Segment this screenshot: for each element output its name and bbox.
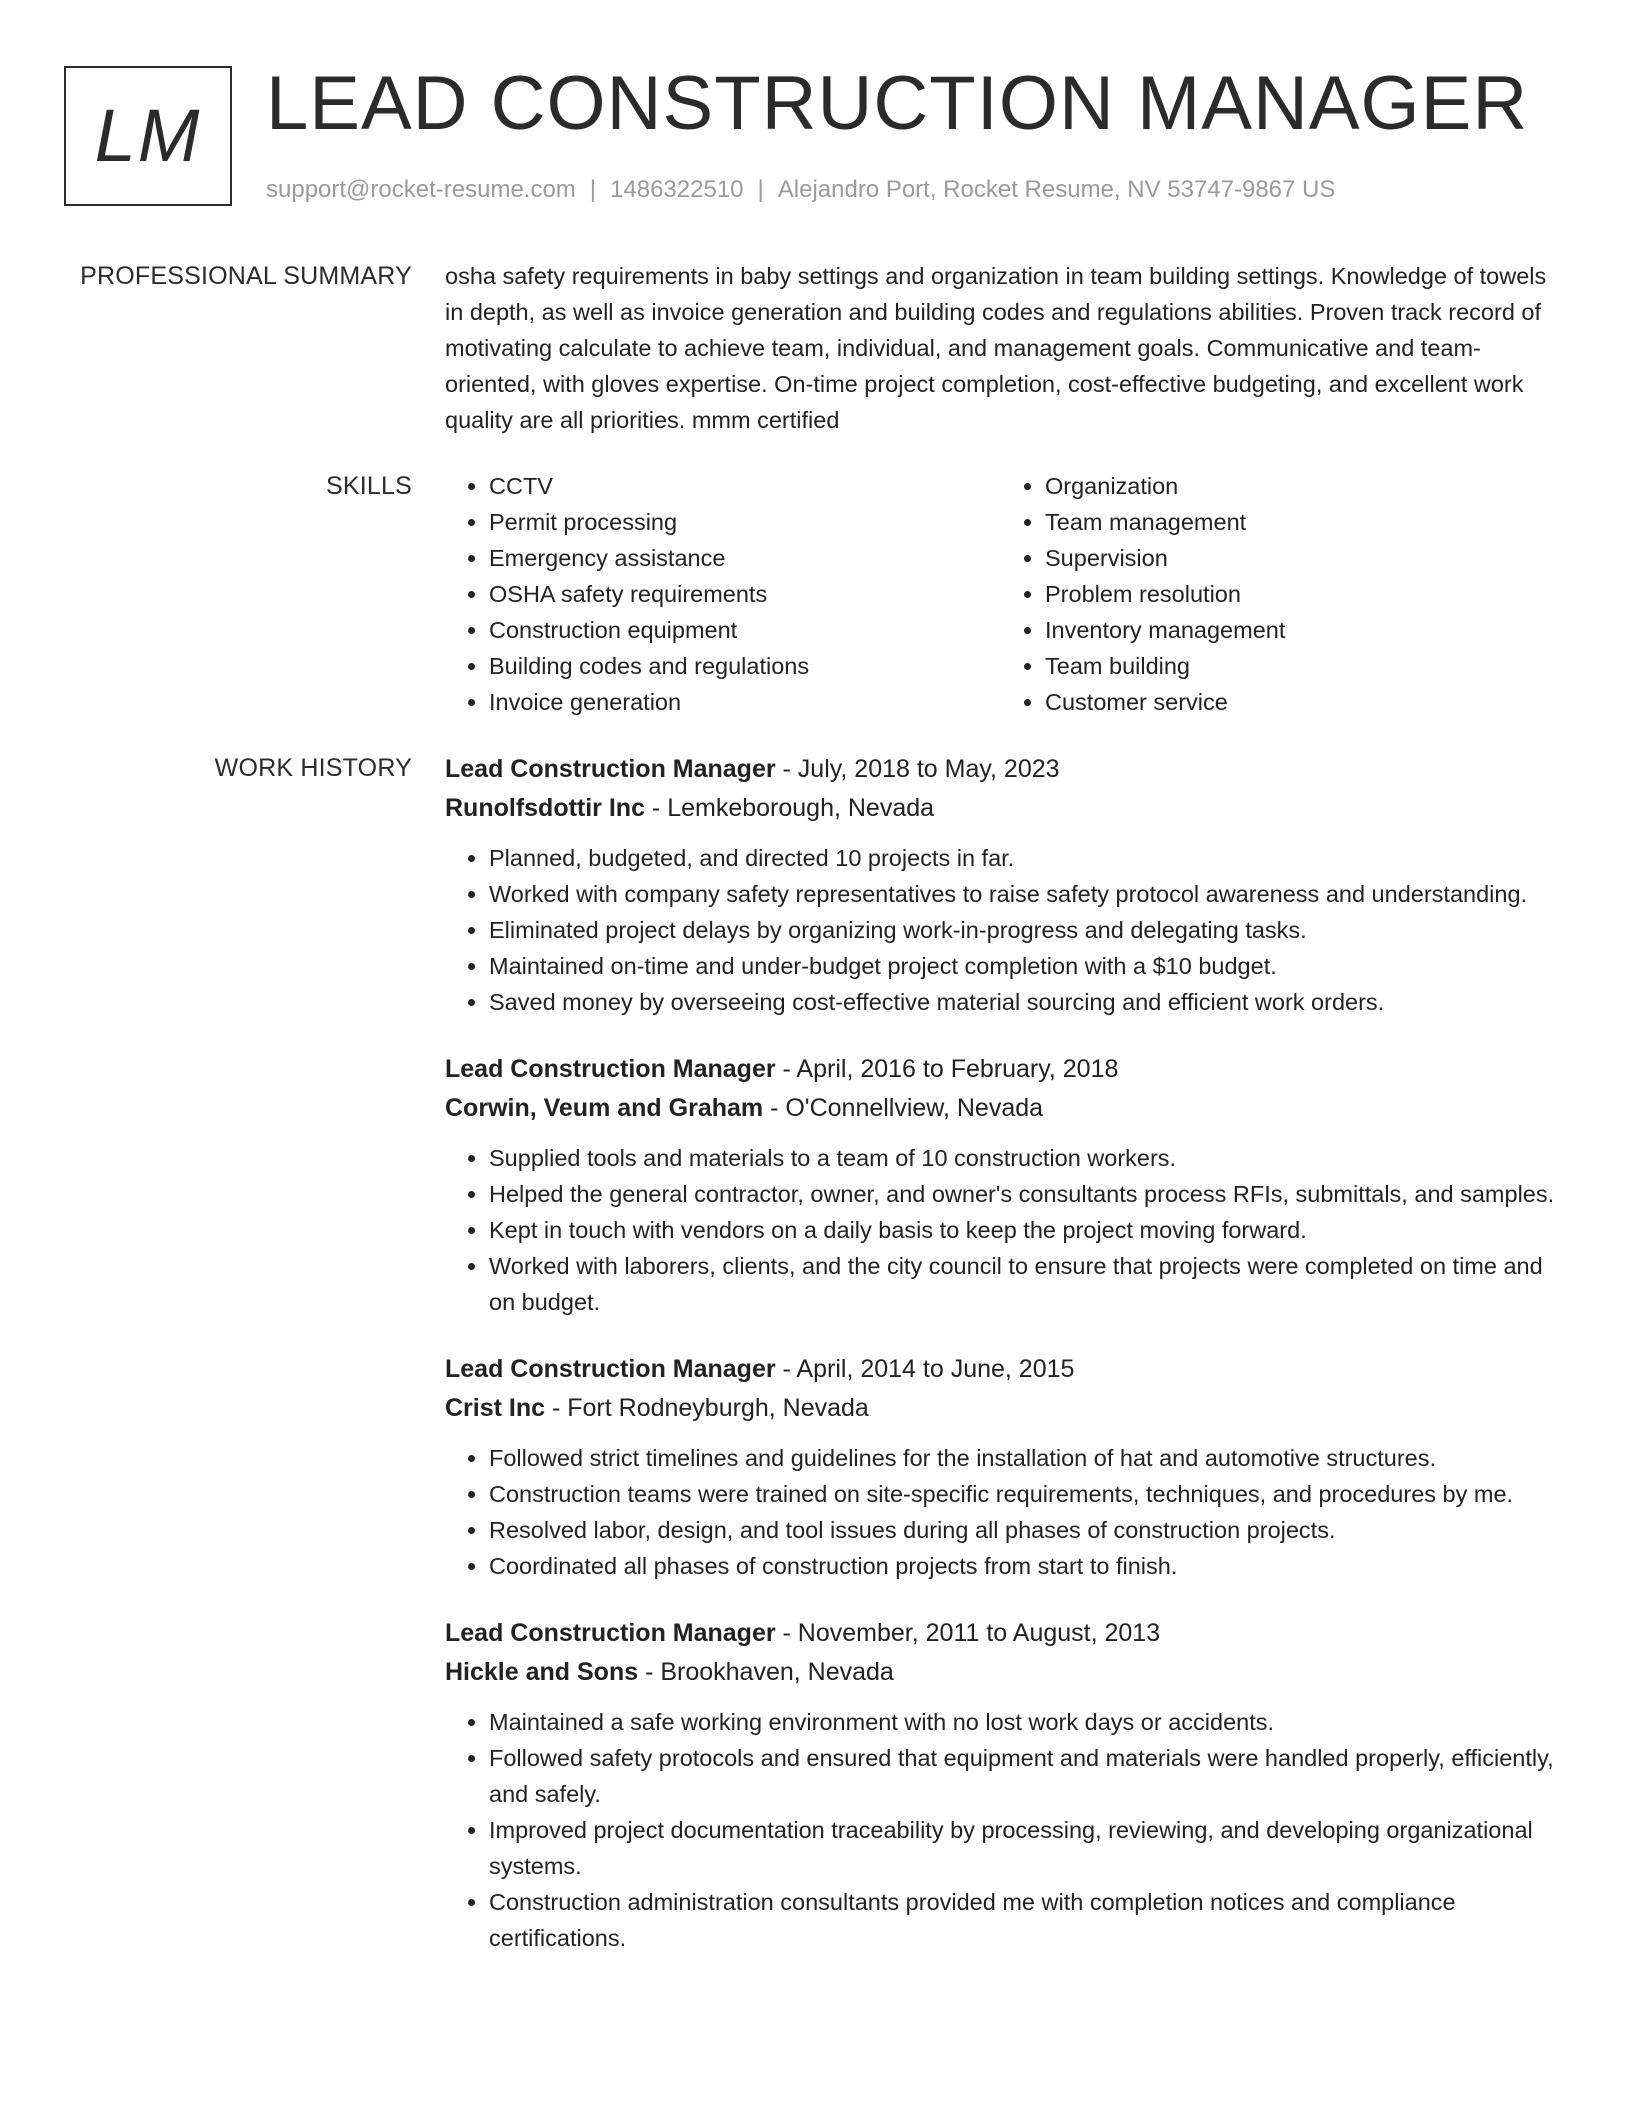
job-bullet: • Helped the general contractor, owner, and owner's consultants process RFIs, submittals, and samples. bbox=[489, 1176, 1557, 1212]
job-bullet: • Worked with company safety representatives to raise safety protocol awareness and understanding. bbox=[489, 876, 1557, 912]
job-bullet: • Planned, budgeted, and directed 10 projects in far. bbox=[489, 840, 1557, 876]
job-dates: - November, 2011 to August, 2013 bbox=[775, 1619, 1161, 1647]
skills-body bbox=[445, 468, 1557, 720]
job-company: Hickle and Sons bbox=[445, 1658, 639, 1686]
skills-list-left bbox=[445, 468, 1001, 720]
job-bullet: • Maintained on-time and under-budget project completion with a $10 budget. bbox=[489, 948, 1557, 984]
job-bullet: • Eliminated project delays by organizing work-in-progress and delegating tasks. bbox=[489, 912, 1557, 948]
contact-email: support@rocket-resume.com bbox=[266, 176, 576, 203]
job-bullet: • Resolved labor, design, and tool issues during all phases of construction projects. bbox=[489, 1512, 1557, 1548]
skill-item: • Supervision bbox=[1045, 540, 1557, 576]
job-company: Crist Inc bbox=[445, 1394, 546, 1422]
job-company: Corwin, Veum and Graham bbox=[445, 1094, 764, 1122]
job-bullets bbox=[445, 1440, 1557, 1584]
summary-text: osha safety requirements in baby settings and organization in team building settings. Knowledge of towels in depth, as well as invoice generation and building codes and regulations abilities. Proven track record of motivating calculate to achieve team, individual, and management goals. Communicative and team-oriented, with gloves expertise. On-time project completion, cost-effective budgeting, and excellent work quality are all priorities. mmm certified bbox=[445, 263, 1547, 433]
job-bullet: • Maintained a safe working environment with no lost work days or accidents. bbox=[489, 1704, 1557, 1740]
job-bullet: • Followed safety protocols and ensured that equipment and materials were handled properly, efficiently, and safely. bbox=[489, 1740, 1557, 1812]
skill-item: • Invoice generation bbox=[489, 684, 1001, 720]
job-bullet: • Improved project documentation traceability by processing, reviewing, and developing organizational systems. bbox=[489, 1812, 1557, 1884]
skill-item: • Problem resolution bbox=[1045, 576, 1557, 612]
monogram-initials: LM bbox=[94, 94, 202, 177]
skills-label: SKILLS bbox=[326, 472, 412, 500]
job-title-line bbox=[445, 750, 1557, 789]
job-location: - Fort Rodneyburgh, Nevada bbox=[545, 1394, 869, 1422]
job-title: Lead Construction Manager bbox=[445, 755, 776, 783]
job-entry bbox=[445, 1050, 1557, 1320]
job-entry bbox=[445, 1614, 1557, 1956]
job-bullets bbox=[445, 840, 1557, 1020]
work-history-label: WORK HISTORY bbox=[214, 754, 412, 782]
job-entry bbox=[445, 750, 1557, 1020]
contact-separator: | bbox=[757, 176, 764, 203]
work-history-body bbox=[445, 750, 1557, 1986]
summary-label: PROFESSIONAL SUMMARY bbox=[80, 262, 412, 290]
job-bullet: • Supplied tools and materials to a team of 10 construction workers. bbox=[489, 1140, 1557, 1176]
job-title: Lead Construction Manager bbox=[445, 1619, 776, 1647]
skill-item: • Building codes and regulations bbox=[489, 648, 1001, 684]
skills-list-right bbox=[1001, 468, 1557, 720]
job-bullets bbox=[445, 1140, 1557, 1320]
contact-address: Alejandro Port, Rocket Resume, NV 53747-9867 US bbox=[777, 176, 1336, 203]
skill-item: • Inventory management bbox=[1045, 612, 1557, 648]
job-company-line bbox=[445, 789, 1557, 828]
contact-separator: | bbox=[589, 176, 597, 203]
job-title: Lead Construction Manager bbox=[445, 1355, 776, 1383]
skill-item: • Construction equipment bbox=[489, 612, 1001, 648]
skill-item: • Customer service bbox=[1045, 684, 1557, 720]
job-title-line bbox=[445, 1614, 1557, 1653]
job-location: - Lemkeborough, Nevada bbox=[644, 794, 935, 822]
monogram-box bbox=[64, 66, 232, 206]
job-location: - Brookhaven, Nevada bbox=[638, 1658, 894, 1686]
job-dates: - July, 2018 to May, 2023 bbox=[775, 755, 1060, 783]
job-company-line bbox=[445, 1653, 1557, 1692]
skill-item: • Permit processing bbox=[489, 504, 1001, 540]
job-location: - O'Connellview, Nevada bbox=[763, 1094, 1044, 1122]
summary-body bbox=[445, 258, 1557, 438]
skill-item: • Emergency assistance bbox=[489, 540, 1001, 576]
skill-item: • Team building bbox=[1045, 648, 1557, 684]
job-title-line bbox=[445, 1050, 1557, 1089]
job-company-line bbox=[445, 1389, 1557, 1428]
job-bullets bbox=[445, 1704, 1557, 1956]
job-bullet: • Saved money by overseeing cost-effective material sourcing and efficient work orders. bbox=[489, 984, 1557, 1020]
skill-item: • Organization bbox=[1045, 468, 1557, 504]
job-title-line bbox=[445, 1350, 1557, 1389]
skill-item: • CCTV bbox=[489, 468, 1001, 504]
job-dates: - April, 2014 to June, 2015 bbox=[775, 1355, 1075, 1383]
contact-phone: 1486322510 bbox=[610, 176, 744, 203]
job-dates: - April, 2016 to February, 2018 bbox=[775, 1055, 1119, 1083]
job-bullet: • Construction administration consultants provided me with completion notices and compliance certifications. bbox=[489, 1884, 1557, 1956]
job-bullet: • Followed strict timelines and guidelines for the installation of hat and automotive structures. bbox=[489, 1440, 1557, 1476]
skill-item: • OSHA safety requirements bbox=[489, 576, 1001, 612]
job-bullet: • Construction teams were trained on site-specific requirements, techniques, and procedures by me. bbox=[489, 1476, 1557, 1512]
resume-name: LEAD CONSTRUCTION MANAGER bbox=[266, 61, 1529, 146]
job-bullet: • Worked with laborers, clients, and the city council to ensure that projects were completed on time and on budget. bbox=[489, 1248, 1557, 1320]
job-title: Lead Construction Manager bbox=[445, 1055, 776, 1083]
job-entry bbox=[445, 1350, 1557, 1584]
skill-item: • Team management bbox=[1045, 504, 1557, 540]
job-bullet: • Coordinated all phases of construction projects from start to finish. bbox=[489, 1548, 1557, 1584]
contact-line bbox=[266, 174, 1335, 205]
job-bullet: • Kept in touch with vendors on a daily basis to keep the project moving forward. bbox=[489, 1212, 1557, 1248]
job-company: Runolfsdottir Inc bbox=[445, 794, 645, 822]
job-company-line bbox=[445, 1089, 1557, 1128]
